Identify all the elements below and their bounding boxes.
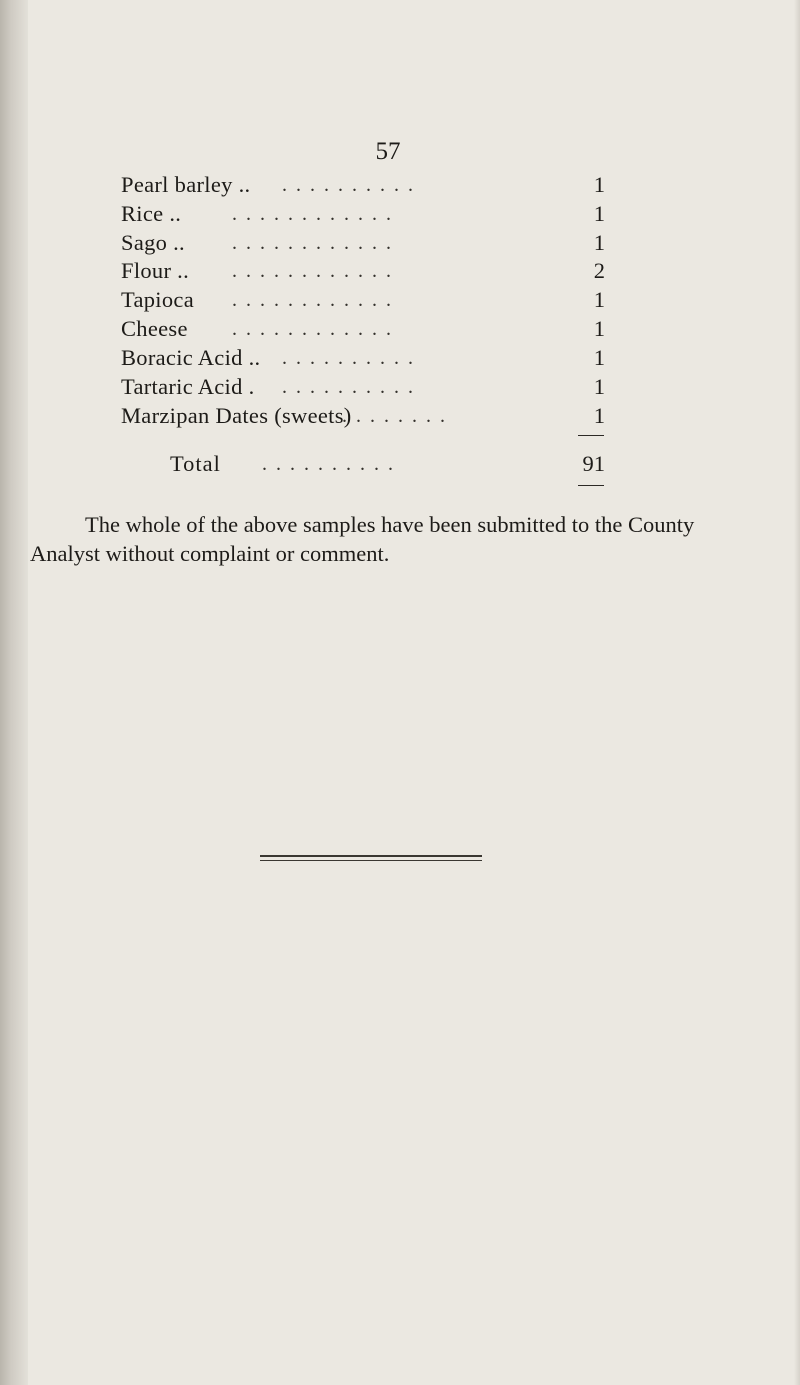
item-label: Cheese <box>121 316 188 341</box>
list-item <box>0 285 800 315</box>
list-item <box>0 228 800 258</box>
item-count: 1 <box>593 316 605 341</box>
item-label: Flour .. <box>121 258 190 283</box>
dot-leader: . . . . . . . . . . <box>262 453 395 475</box>
item-label: Tartaric Acid . <box>121 374 255 399</box>
list-item <box>0 170 800 200</box>
item-count: 1 <box>593 172 605 197</box>
dot-leader: . . . . . . . . <box>342 405 447 427</box>
paragraph-line: Analyst without complaint or comment. <box>30 541 390 566</box>
section-divider-thin <box>260 860 482 861</box>
dot-leader: . . . . . . . . . . <box>282 347 415 369</box>
list-item <box>0 343 800 373</box>
item-label: Rice .. <box>121 201 182 226</box>
dot-leader: . . . . . . . . . . <box>282 376 415 398</box>
item-count: 1 <box>593 201 605 226</box>
item-count: 1 <box>593 345 605 370</box>
item-label: Marzipan Dates (sweets) <box>121 403 352 428</box>
total-count: 91 <box>582 451 605 476</box>
dot-leader: . . . . . . . . . . . . <box>232 318 393 340</box>
dot-leader: . . . . . . . . . . . . <box>232 232 393 254</box>
page-number: 57 <box>375 138 401 165</box>
item-count: 2 <box>593 258 605 283</box>
total-row <box>0 449 800 479</box>
item-count: 1 <box>593 287 605 312</box>
total-label: Total <box>170 451 221 476</box>
item-count: 1 <box>593 230 605 255</box>
item-label: Sago .. <box>121 230 185 255</box>
dot-leader: . . . . . . . . . . . . <box>232 289 393 311</box>
total-top-rule <box>578 435 604 436</box>
item-count: 1 <box>593 374 605 399</box>
item-count: 1 <box>593 403 605 428</box>
section-divider <box>260 855 482 857</box>
total-bottom-rule <box>578 485 604 486</box>
dot-leader: . . . . . . . . . . . . <box>232 260 393 282</box>
list-item <box>0 314 800 344</box>
list-item <box>0 256 800 286</box>
list-item <box>0 199 800 229</box>
dot-leader: . . . . . . . . . . <box>282 174 415 196</box>
item-label: Tapioca <box>121 287 194 312</box>
item-label: Pearl barley .. <box>121 172 251 197</box>
item-label: Boracic Acid .. <box>121 345 261 370</box>
body-paragraph <box>30 510 770 568</box>
list-item <box>0 372 800 402</box>
paragraph-line: The whole of the above samples have been submitted to the County <box>85 512 695 537</box>
list-item <box>0 401 800 431</box>
dot-leader: . . . . . . . . . . . . <box>232 203 393 225</box>
